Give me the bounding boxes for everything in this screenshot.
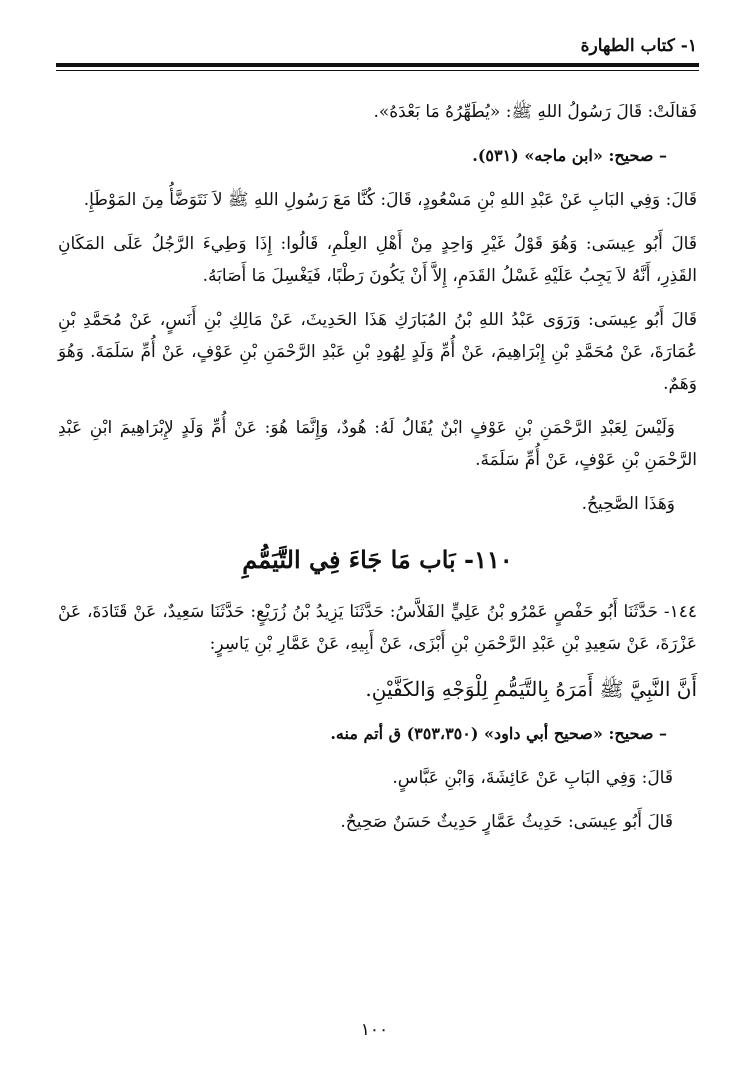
paragraph-bab-note-2: قَالَ: وَفِي البَابِ عَنْ عَائِشَةَ، وَابْنِ عَبَّاسٍ.	[392, 768, 673, 788]
paragraph-abu-isa-narration: قَالَ أَبُو عِيسَى: وَرَوَى عَبْدُ اللهِ بْنُ المُبَارَكِ هَذَا الحَدِيثَ، عَنْ مَالِكِ بْنِ أَنَسٍ، عَنْ مُحَمَّدِ بْنِ عُمَارَةَ، عَنْ مُحَمَّدِ بْنِ إِبْرَاهِيمَ، عَنْ أُمِّ وَلَدٍ لِهُودِ بْنِ عَبْدِ الرَّحْمَنِ بْنِ عَوْفٍ، عَنْ أُمِّ سَلَمَةَ. وَهُوَ وَهَمٌ.	[58, 310, 697, 394]
paragraph-sahih: وَهَذَا الصَّحِيحُ.	[581, 494, 675, 514]
grading-note-2: – صحيح: «صحيح أبي داود» (٣٥٣،٣٥٠) ق أتم منه.	[330, 724, 667, 743]
paragraph-correction: وَلَيْسَ لِعَبْدِ الرَّحْمَنِ بْنِ عَوْفٍ ابْنٌ يُقَالُ لَهُ: هُودٌ، وَإِنَّمَا هُوَ: عَنْ أُمِّ وَلَدٍ لإِبْرَاهِيمَ ابْنِ عَبْدِ الرَّحْمَنِ بْنِ عَوْفٍ، عَنْ أُمِّ سَلَمَةَ.	[58, 418, 697, 470]
chapter-title: ١١٠- بَاب مَا جَاءَ فِي التَّيَمُّمِ	[242, 545, 513, 574]
paragraph-abu-isa-verdict: قَالَ أَبُو عِيسَى: حَدِيثُ عَمَّارٍ حَدِيثٌ حَسَنٌ صَحِيحٌ.	[340, 812, 673, 832]
paragraph-isnad: ١٤٤- حَدَّثَنَا أَبُو حَفْصٍ عَمْرُو بْنُ عَلِيٍّ الفَلاَّسُ: حَدَّثَنَا يَزِيدُ بْنُ زُرَيْعٍ: حَدَّثَنَا سَعِيدٌ، عَنْ قَتَادَةَ، عَنْ عَزْرَةَ، عَنْ سَعِيدِ بْنِ عَبْدِ الرَّحْمَنِ بْنِ أَبْزَى، عَنْ أَبِيهِ، عَنْ عَمَّارِ بْنِ يَاسِرٍ:	[58, 602, 697, 654]
paragraph-bab-note: قَالَ: وَفِي البَابِ عَنْ عَبْدِ اللهِ بْنِ مَسْعُودٍ، قَالَ: كُنَّا مَعَ رَسُولِ اللهِ ﷺ لاَ نَتَوَضَّأُ مِنَ المَوْطَإِ.	[83, 190, 697, 210]
paragraph-matn: أَنَّ النَّبِيَّ ﷺ أَمَرَهُ بِالتَّيَمُّمِ لِلْوَجْهِ وَالكَفَّيْنِ.	[365, 677, 697, 701]
paragraph-hadith-end: فَقالَتْ: قَالَ رَسُولُ اللهِ ﷺ: «يُطَهِّرُهُ مَا بَعْدَهُ».	[373, 102, 697, 122]
grading-note: – صحيح: «ابن ماجه» (٥٣١).	[472, 146, 667, 165]
running-head: ١- كتاب الطهارة	[580, 36, 697, 56]
header-rule-thin	[56, 70, 699, 71]
page-number: ١٠٠	[360, 1020, 389, 1040]
header-rule-thick	[56, 63, 699, 67]
paragraph-abu-isa-opinion: قَالَ أَبُو عِيسَى: وَهُوَ قَوْلُ غَيْرِ وَاحِدٍ مِنْ أَهْلِ العِلْمِ، قَالُوا: إِذَا وَطِيءَ الرَّجُلُ عَلَى المَكَانِ القَذِرِ، أَنَّهُ لاَ يَجِبُ عَلَيْهِ غَسْلُ القَدَمِ، إِلاَّ أَنْ يَكُونَ رَطْبًا، فَيَغْسِلَ مَا أَصَابَهُ.	[58, 234, 697, 286]
page-body	[58, 96, 697, 850]
